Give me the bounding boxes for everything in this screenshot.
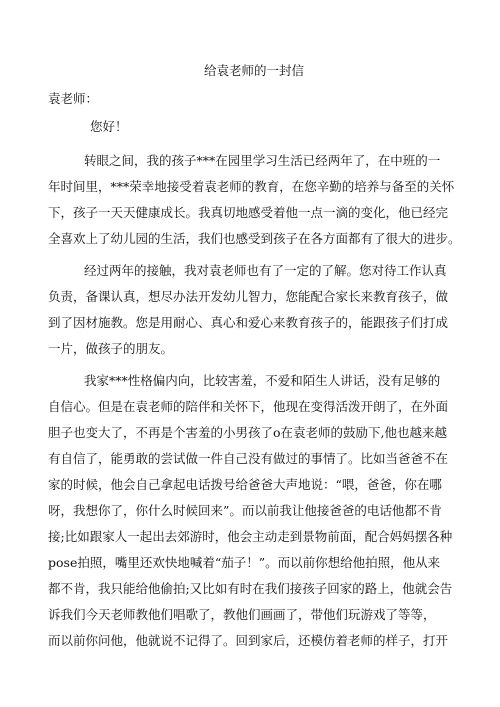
text-line: 我家***性格偏内向，比较害羞，不爱和陌生人讲话，没有足够的 — [84, 373, 441, 388]
text-line: 全喜欢上了幼儿园的生活，我们也感受到孩子在各方面都有了很大的进步。 — [48, 231, 461, 246]
text-line: 年时间里，***荣幸地接受着袁老师的教育，在您辛勤的培养与备至的关怀 — [48, 179, 455, 194]
text-line: 诉我们今天老师教他们唱歌了，教他们画画了，带他们玩游戏了等等， — [48, 607, 436, 622]
text-line: 接;比如跟家人一起出去郊游时，他会主动走到景物前面，配合妈妈摆各种 — [48, 529, 453, 544]
text-line: pose拍照，嘴里还欢快地喊着“茄子！”。而以前你想给他拍照，他从来 — [48, 555, 441, 570]
text-line: 有自信了，能勇敢的尝试做一件自己没有做过的事情了。比如当爸爸不在 — [48, 451, 449, 466]
letter-greeting: 您好！ — [90, 119, 128, 134]
text-line: 呀，我想你了，你什么时候回来”。而以前我让他接爸爸的电话他都不肯 — [48, 503, 442, 518]
text-line: 经过两年的接触，我对袁老师也有了一定的了解。您对待工作认真 — [84, 263, 447, 278]
text-line: 家的时候，他会自己拿起电话拨号给爸爸大声地说：“喂，爸爸，你在哪 — [48, 477, 442, 492]
text-line: 转眼之间，我的孩子***在园里学习生活已经两年了，在中班的一 — [84, 153, 441, 168]
text-line: 一片，做孩子的朋友。 — [48, 341, 174, 356]
paragraph-2 — [48, 258, 454, 362]
text-line: 自信心。但是在袁老师的陪伴和关怀下，他现在变得活泼开朗了，在外面 — [48, 399, 449, 414]
text-line: 到了因材施教。您是用耐心、真心和爱心来教育孩子的，能跟孩子们打成 — [48, 315, 449, 330]
letter-title: 给袁老师的一封信 — [203, 63, 304, 78]
text-line: 而以前你问他，他就说不记得了。回到家后，还模仿着老师的样子，打开 — [48, 633, 449, 648]
text-line: 都不肯，我只能给他偷拍;又比如有时在我们接孩子回家的路上，他就会告 — [48, 581, 453, 596]
text-line: 下，孩子一天天健康成长。我真切地感受着他一点一滴的变化，他已经完 — [48, 205, 449, 220]
text-line: 胆子也变大了，不再是个害羞的小男孩了o在袁老师的鼓励下,他也越来越 — [48, 425, 448, 440]
letter-salutation: 袁老师： — [48, 91, 99, 106]
text-line: 负责，备课认真，想尽办法开发幼儿智力，您能配合家长来教育孩子，做 — [48, 289, 449, 304]
paragraph-3 — [48, 368, 454, 654]
paragraph-1 — [48, 148, 461, 252]
